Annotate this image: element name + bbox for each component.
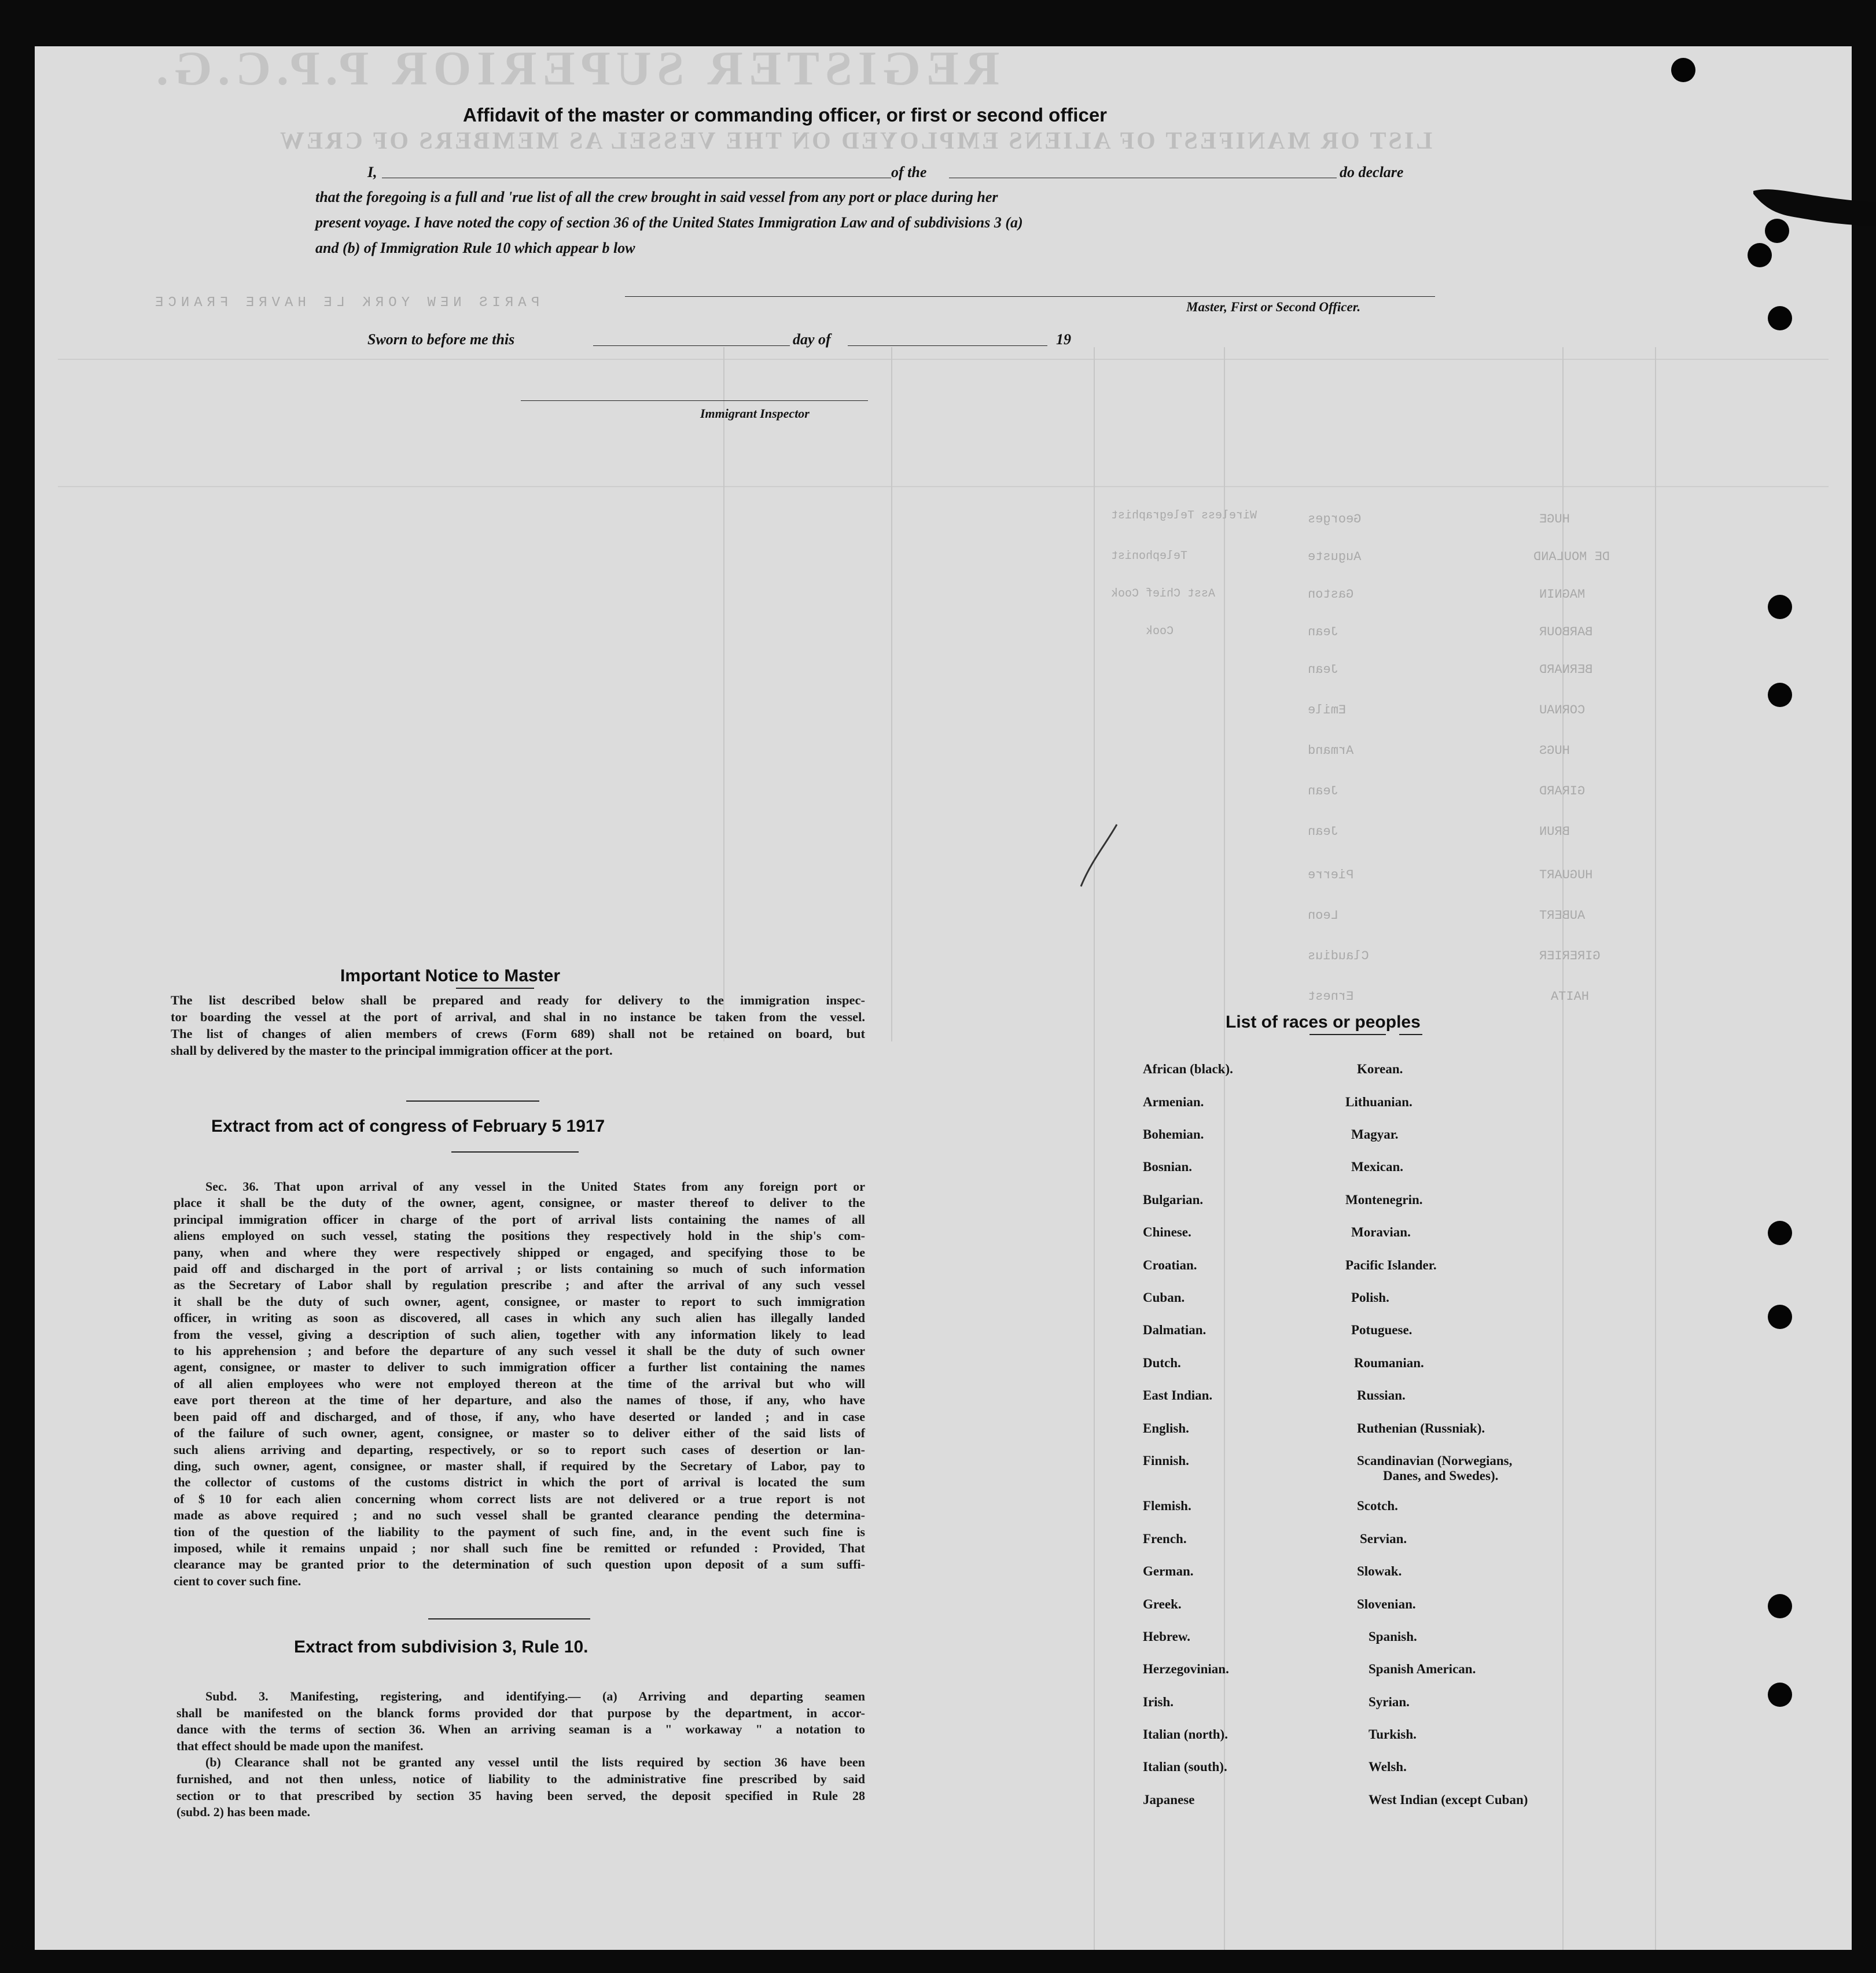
bleed-through-column-rule <box>1224 347 1225 1950</box>
race-item: Slovenian. <box>1357 1597 1416 1611</box>
race-item: English. <box>1143 1421 1189 1435</box>
bleed-through-given-name: Armand <box>1308 743 1354 758</box>
race-item: Spanish. <box>1369 1629 1417 1644</box>
master-signature-line <box>625 296 1435 297</box>
race-item: Cuban. <box>1143 1290 1185 1305</box>
punch-hole <box>1768 1305 1792 1329</box>
sworn-day-blank-line <box>593 345 790 346</box>
bleed-through-position: Wireless Telegraphist <box>1111 509 1257 522</box>
race-item: Lithuanian. <box>1345 1095 1412 1109</box>
act-line: of all alien employees who were not employed thereon at the time of the arrival but who will <box>174 1376 865 1391</box>
notice-title-underline <box>456 988 534 989</box>
race-item: African (black). <box>1143 1062 1233 1076</box>
race-item: Roumanian. <box>1354 1356 1424 1370</box>
act-line: such aliens arriving and departing, respectively, or so to report such cases of desertion or lan- <box>174 1442 865 1457</box>
bleed-through-column-rule <box>1655 347 1656 1950</box>
bleed-through-surname: BRUN <box>1539 824 1570 839</box>
act-extract-title: Extract from act of congress of February 5 1917 <box>211 1117 605 1136</box>
act-line: paid off and discharged in the port of arrival ; or lists containing so much of such information <box>174 1261 865 1276</box>
act-line: the collector of customs of the customs district in which the port of arrival is located the sum <box>174 1475 865 1490</box>
bleed-through-position: Telephonist <box>1111 550 1188 563</box>
bleed-through-given-name: Jean <box>1308 662 1338 677</box>
act-line: clearance may be granted prior to the determination of such question upon deposit of a sum suffi- <box>174 1557 865 1572</box>
punch-hole <box>1768 595 1792 619</box>
master-signature-label: Master, First or Second Officer. <box>1186 300 1361 314</box>
act-line: of the failure of such owner, agent, consignee, or master so to deliver either of the said lists of <box>174 1426 865 1441</box>
bleed-through-surname: AUBERT <box>1539 908 1586 923</box>
bleed-through-header-banner: LIST OR MANIFEST OF ALIENS EMPLOYED ON THE VESSEL AS MEMBERS OF CREW <box>278 128 1433 154</box>
bleed-through-column-rule <box>891 347 892 1041</box>
bleed-through-surname: DE MOULAND <box>1533 550 1610 564</box>
race-item: Greek. <box>1143 1597 1182 1611</box>
act-line: Sec. 36. That upon arrival of any vessel in the United States from any foreign port or <box>205 1179 865 1194</box>
act-extract-body <box>174 1179 865 1589</box>
race-item: French. <box>1143 1532 1187 1546</box>
race-item: Polish. <box>1351 1290 1389 1305</box>
race-item: Slowak. <box>1357 1564 1402 1578</box>
affidavit-of-the-label: of the <box>891 164 927 181</box>
act-title-rule-bottom <box>451 1151 579 1153</box>
rule-title-rule <box>428 1618 590 1619</box>
bleed-through-column-rule <box>1094 347 1095 1950</box>
race-item: Scotch. <box>1357 1499 1398 1513</box>
race-item: Turkish. <box>1369 1727 1417 1742</box>
race-item: German. <box>1143 1564 1194 1578</box>
rule-line: Subd. 3. Manifesting, registering, and identifying.— (a) Arriving and departing seamen <box>205 1689 865 1703</box>
affidavit-declare-label: do declare <box>1340 164 1404 181</box>
race-item: Dalmatian. <box>1143 1323 1206 1337</box>
act-line: place it shall be the duty of the owner, agent, consignee, or master thereof to deliver to the <box>174 1195 865 1210</box>
bleed-through-surname: HUGUART <box>1539 868 1593 882</box>
race-item: West Indian (except Cuban) <box>1369 1792 1528 1807</box>
inspector-label: Immigrant Inspector <box>700 406 810 421</box>
race-item: Dutch. <box>1143 1356 1181 1370</box>
bleed-through-given-name: Pierre <box>1308 868 1354 882</box>
act-line: aliens employed on such vessel, stating the positions they respectively hold in the ship's com- <box>174 1228 865 1243</box>
race-item: Bulgarian. <box>1143 1192 1204 1207</box>
punch-hole <box>1768 1683 1792 1707</box>
pencil-mark <box>1076 822 1123 891</box>
year-label: 19 <box>1056 331 1071 348</box>
act-line: to his apprehension ; and before the departure of any such vessel it shall be the duty of such owner <box>174 1343 865 1359</box>
bleed-through-surname: HAITA <box>1551 989 1590 1004</box>
act-line: made as above required ; and no such vessel shall be granted clearance pending the determina- <box>174 1508 865 1523</box>
race-item: Herzegovinian. <box>1143 1662 1229 1676</box>
rule-line: furnished, and not then unless, notice of liability to the administrative fine prescribed by said <box>176 1771 865 1786</box>
race-item: Mexican. <box>1351 1159 1404 1174</box>
sworn-label: Sworn to before me this <box>367 331 515 348</box>
bleed-through-surname: BERNARD <box>1539 662 1593 677</box>
bleed-through-given-name: Jean <box>1308 824 1338 839</box>
race-item: Irish. <box>1143 1695 1174 1709</box>
inspector-signature-line <box>521 400 868 401</box>
race-item: Magyar. <box>1351 1127 1399 1142</box>
bleed-through-surname: GIRERIER <box>1539 949 1601 963</box>
act-line: principal immigration officer in charge of the port of arrival lists containing the names of all <box>174 1212 865 1227</box>
bleed-through-given-name: Jean <box>1308 625 1338 639</box>
race-item: Spanish American. <box>1369 1662 1476 1676</box>
race-item: Chinese. <box>1143 1225 1191 1239</box>
rule-line: that effect should be made upon the manifest. <box>176 1738 424 1753</box>
race-item: Italian (north). <box>1143 1727 1228 1742</box>
punch-hole <box>1671 58 1695 82</box>
race-item: Hebrew. <box>1143 1629 1190 1644</box>
race-item: Flemish. <box>1143 1499 1191 1513</box>
bleed-through-surname: GIRARD <box>1539 784 1586 798</box>
race-item: Potuguese. <box>1351 1323 1412 1337</box>
race-item: Russian. <box>1357 1388 1406 1403</box>
races-title-underline <box>1309 1034 1386 1035</box>
race-item: Montenegrin. <box>1345 1192 1423 1207</box>
bleed-through-surname: CORNAU <box>1539 703 1586 717</box>
rule-line: shall be manifested on the blanck forms provided dor that purpose by the department, in accor- <box>176 1705 865 1720</box>
notice-body <box>171 992 865 1059</box>
race-item: Korean. <box>1357 1062 1403 1076</box>
bleed-through-surname: BARBOUR <box>1539 625 1593 639</box>
act-line: it shall be the duty of such owner, agent, consignee, or master to report to such immigration <box>174 1294 865 1309</box>
bleed-through-position: Asst Chief Cook <box>1111 587 1216 601</box>
manifest-sheet <box>35 46 1852 1950</box>
act-line: from the vessel, giving a description of such alien, together with any information likely to lead <box>174 1327 865 1342</box>
act-line: been paid off and discharged, and of those, if any, who have deserted or landed ; and in case <box>174 1409 865 1424</box>
month-blank-line <box>848 345 1047 346</box>
notice-line: The list of changes of alien members of crews (Form 689) shall not be retained on board, but <box>171 1026 865 1041</box>
race-item: Moravian. <box>1351 1225 1411 1239</box>
bleed-through-surname: HUGE <box>1539 512 1570 527</box>
race-item: Scandinavian (Norwegians, <box>1357 1453 1513 1468</box>
bleed-through-given-name: Gaston <box>1308 587 1354 602</box>
act-line: imposed, while it remains unpaid ; nor shall such fine be remitted or refunded : Provided, That <box>174 1540 865 1555</box>
race-item: Bosnian. <box>1143 1159 1193 1174</box>
bleed-through-column-rule <box>723 347 724 1041</box>
race-item: Ruthenian (Russniak). <box>1357 1421 1485 1435</box>
punch-hole <box>1768 1221 1792 1245</box>
act-line: eave port thereon at the time of her departure, and also the names of those, if any, who have <box>174 1393 865 1408</box>
race-item: Syrian. <box>1369 1695 1410 1709</box>
notice-line: tor boarding the vessel at the port of arrival, and shal in no instance be taken from the vessel. <box>171 1010 865 1024</box>
punch-hole <box>1748 243 1772 267</box>
punch-hole <box>1768 683 1792 707</box>
race-item: Servian. <box>1360 1532 1407 1546</box>
act-title-rule-top <box>406 1100 539 1102</box>
race-item: Pacific Islander. <box>1345 1258 1437 1272</box>
bleed-through-surname: MAGNIN <box>1539 587 1586 602</box>
act-line: tion of the question of the liability to the payment of such fine, and, in the event such fine is <box>174 1524 865 1539</box>
bleed-through-position: Cook <box>1146 625 1174 638</box>
affidavit-body-line: that the foregoing is a full and 'rue list of all the crew brought in said vessel from any port or place during her <box>315 189 998 205</box>
rule-extract-body <box>176 1688 865 1821</box>
bleed-through-given-name: Leon <box>1308 908 1338 923</box>
act-line: of $ 10 for each alien concerning whom correct lists are not delivered or a true report is not <box>174 1491 865 1506</box>
rule-line: section or to that prescribed by section 35 having been served, the deposit specified in Rule 28 <box>176 1788 865 1803</box>
races-title-underline <box>1399 1034 1422 1035</box>
act-line: officer, in writing as soon as discovered, all cases in which any such alien has illegally landed <box>174 1311 865 1326</box>
ink-smudge <box>1753 162 1876 231</box>
day-of-label: day of <box>793 331 831 348</box>
race-item: Finnish. <box>1143 1453 1189 1468</box>
punch-hole <box>1768 306 1792 330</box>
race-item: Armenian. <box>1143 1095 1204 1109</box>
race-item: Croatian. <box>1143 1258 1197 1272</box>
act-line: cient to cover such fine. <box>174 1573 301 1588</box>
act-line: agent, consignee, or master to deliver to such immigration officer a further list containing the names <box>174 1360 865 1375</box>
rule-extract-title: Extract from subdivision 3, Rule 10. <box>294 1637 588 1657</box>
race-item: Welsh. <box>1369 1759 1407 1774</box>
race-item-continuation: Danes, and Swedes). <box>1383 1468 1499 1483</box>
bleed-through-given-name: Claudius <box>1308 949 1369 963</box>
notice-line: shall by delivered by the master to the principal immigration officer at the port. <box>171 1043 613 1058</box>
bleed-through-given-name: Georges <box>1308 512 1362 527</box>
race-item: Japanese <box>1143 1792 1195 1807</box>
rule-line: (subd. 2) has been made. <box>176 1805 311 1820</box>
rule-line: (b) Clearance shall not be granted any vessel until the lists required by section 36 have been <box>205 1755 865 1770</box>
affidavit-body-line: present voyage. I have noted the copy of section 36 of the United States Immigration Law and of subdivisions 3 (a) <box>315 214 1023 231</box>
act-line: as the Secretary of Labor shall by regulation prescribe ; and after the arrival of any such vessel <box>174 1278 865 1293</box>
affidavit-i-label: I, <box>367 164 377 181</box>
affidavit-title: Affidavit of the master or commanding officer, or first or second officer <box>463 104 1108 126</box>
affidavit-body-line: and (b) of Immigration Rule 10 which appear b low <box>315 240 635 256</box>
notice-title: Important Notice to Master <box>340 966 561 985</box>
race-item: East Indian. <box>1143 1388 1213 1403</box>
punch-hole <box>1768 1594 1792 1618</box>
race-item: Italian (south). <box>1143 1759 1227 1774</box>
rule-line: dance with the terms of section 36. When an arriving seaman is a " workaway " a notation to <box>176 1722 865 1737</box>
act-line: pany, when and where they were respectively shipped or engaged, and specifying those to be <box>174 1245 865 1260</box>
races-title: List of races or peoples <box>1226 1013 1421 1032</box>
race-item: Bohemian. <box>1143 1127 1204 1142</box>
notice-line: The list described below shall be prepared and ready for delivery to the immigration inspec- <box>171 993 865 1007</box>
bleed-through-given-name: Ernest <box>1308 989 1354 1004</box>
bleed-through-top-banner: REGISTER SUPERIOR P.P.C.G. <box>150 46 1000 95</box>
act-line: ding, such owner, agent, consignee, or master shall, if required by the Secretary of Labor, pay to <box>174 1458 865 1473</box>
bleed-through-given-name: Jean <box>1308 784 1338 798</box>
bleed-through-port-line: PARIS NEW YORK LE HAVRE FRANCE <box>150 295 540 311</box>
bleed-through-given-name: Auguste <box>1308 550 1362 564</box>
bleed-through-surname: HUGS <box>1539 743 1570 758</box>
bleed-through-given-name: Emile <box>1308 703 1347 717</box>
